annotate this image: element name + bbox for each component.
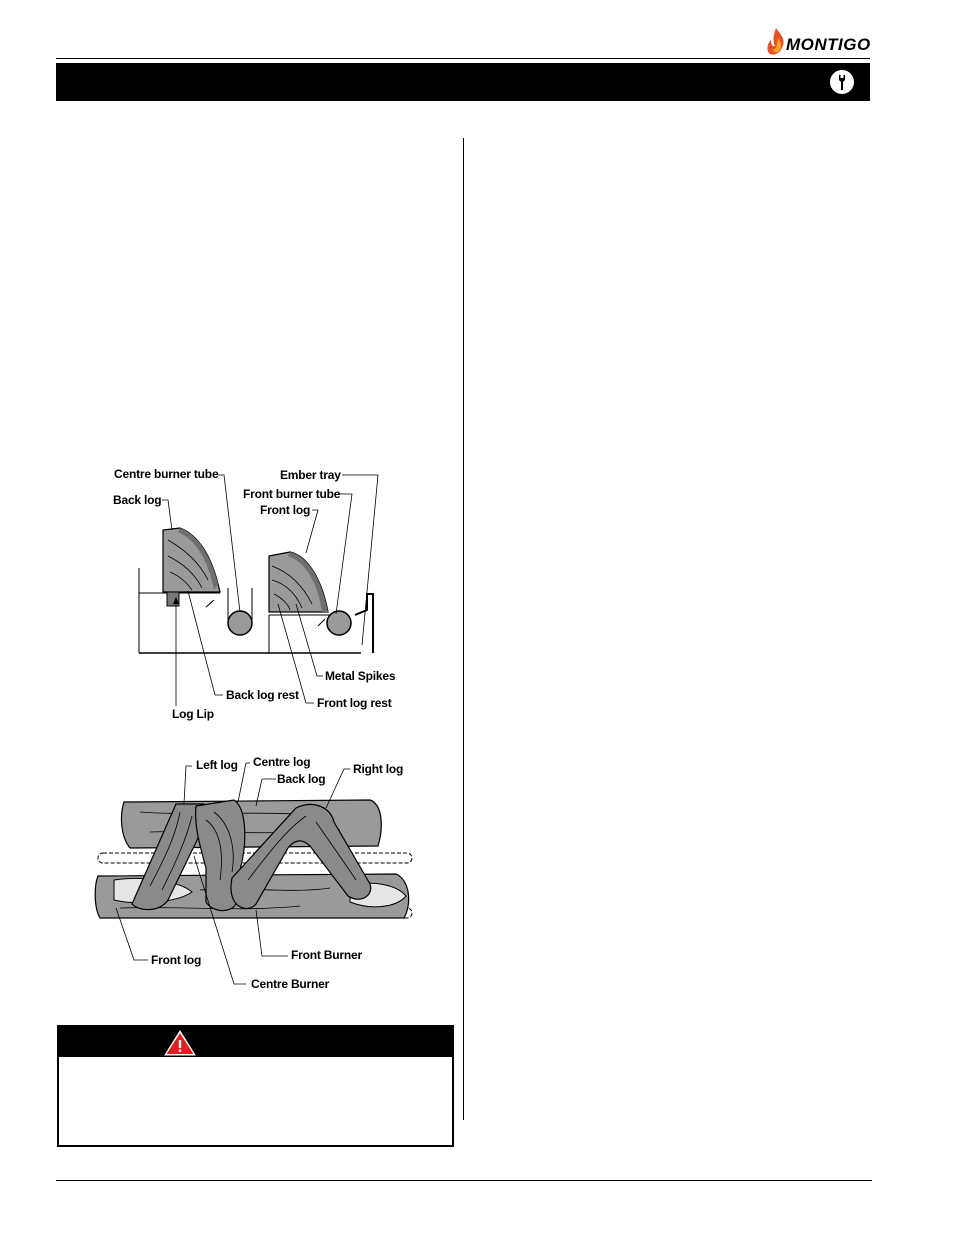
label-right-log: Right log xyxy=(353,762,404,776)
label-centre-burner-tube: Centre burner tube xyxy=(114,467,219,481)
label-front-log: Front log xyxy=(260,503,311,517)
logo-wordmark: MONTIGO xyxy=(786,35,871,54)
label-top-back-log: Back log xyxy=(277,772,326,786)
label-back-log: Back log xyxy=(113,493,162,507)
warning-header xyxy=(59,1027,452,1057)
label-centre-burner: Centre Burner xyxy=(251,977,330,991)
label-left-log: Left log xyxy=(196,758,238,772)
label-metal-spikes: Metal Spikes xyxy=(325,669,396,683)
label-ember-tray: Ember tray xyxy=(280,468,341,482)
label-front-burner: Front Burner xyxy=(291,948,362,962)
label-centre-log: Centre log xyxy=(253,755,311,769)
label-top-front-log: Front log xyxy=(151,953,202,967)
label-front-log-rest: Front log rest xyxy=(317,696,392,710)
label-back-log-rest: Back log rest xyxy=(226,688,299,702)
label-front-burner-tube: Front burner tube xyxy=(243,487,341,501)
label-log-lip: Log Lip xyxy=(172,707,214,721)
warning-box xyxy=(57,1025,454,1147)
warning-triangle-icon xyxy=(163,1029,197,1057)
